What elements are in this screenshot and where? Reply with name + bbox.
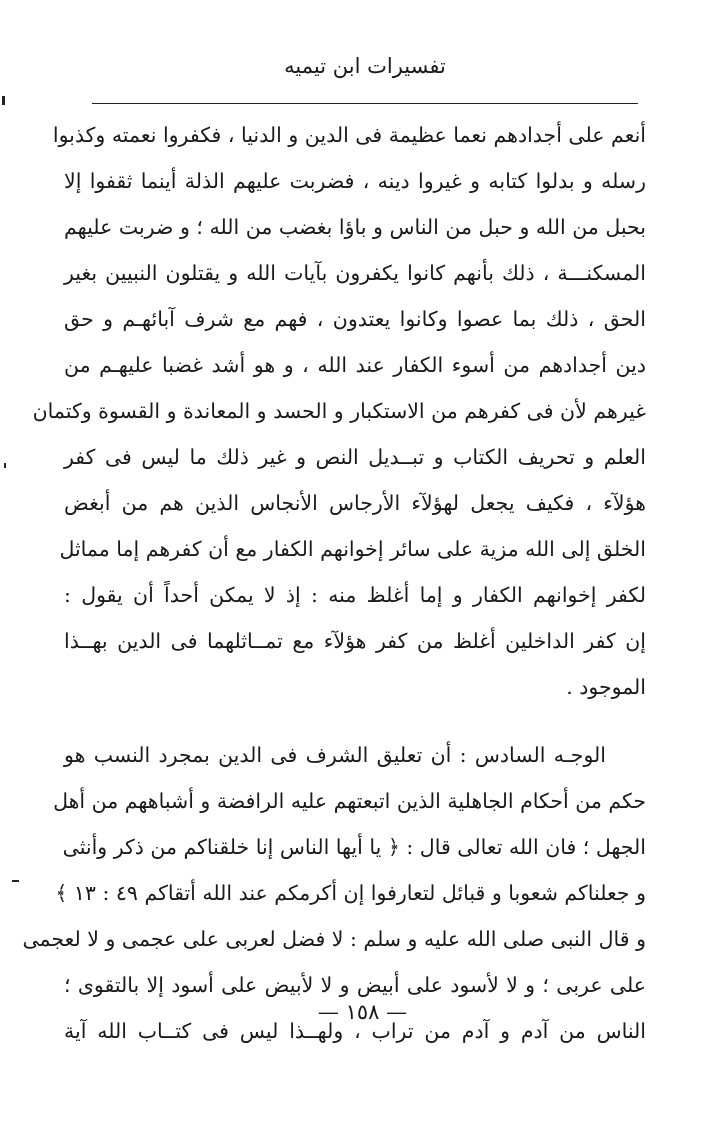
text-line: أنعم على أجدادهم نعما عظيمة فى الدين و الدنيا ، فكفروا نعمته وكذبوا [52, 123, 646, 147]
paragraph-gap [64, 710, 646, 732]
text-line: على عربى ؛ و لا لأسود على أبيض و لا لأبيض على أسود إلا بالتقوى ؛ [64, 973, 646, 997]
page-number: — ١٥٨ — [317, 1000, 408, 1024]
header-rule [92, 103, 638, 104]
text-line: دين أجدادهم من أسوء الكفار عند الله ، و هو أشد غضبا عليهـم من [64, 353, 646, 377]
text-line: غيرهم لأن فى كفرهم من الاستكبار و الحسد و المعاندة و القسوة وكتمان [32, 399, 646, 423]
text-line: العلم و تحريف الكتاب و تبــديل النص و غير ذلك ما ليس فى كفر [64, 445, 646, 469]
text-line: بحبل من الله و حبل من الناس و باؤا بغضب من الله ؛ و ضربت عليهم [64, 215, 646, 239]
scan-speck [4, 463, 6, 468]
text-line: لكفر إخوانهم الكفار و إما أغلظ منه : إذ لا يمكن أحداً أن يقول : [64, 583, 646, 607]
body-text [22, 112, 646, 1054]
text-line: هؤلآء ، فكيف يجعل لهؤلآء الأرجاس الأنجاس الذين هم من أبغض [64, 491, 646, 515]
text-line: الجهل ؛ فان الله تعالى قال : ﴿ يا أيها الناس إنا خلقناكم من ذكر وأنثى [62, 835, 646, 859]
text-line: الموجود . [566, 675, 646, 699]
text-line: الخلق إلى الله مزية على سائر إخوانهم الكفار مع أن كفرهم إما مماثل [59, 537, 646, 561]
scan-speck [12, 880, 19, 882]
scan-speck [2, 96, 5, 105]
running-header: تفسيرات ابن تيميه [284, 54, 446, 78]
text-line: الحق ، ذلك بما عصوا وكانوا يعتدون ، فهم مع شرف آبائهـم و حق [64, 307, 646, 331]
text-line: المسكنـــة ، ذلك بأنهم كانوا يكفرون بآيات الله و يقتلون النبيين بغير [64, 261, 646, 285]
text-line: و جعلناكم شعوبا و قبائل لتعارفوا إن أكرمكم عند الله أتقاكم ٤٩ : ١٣ ﴾ [55, 881, 646, 905]
text-line: الوجـه السادس : أن تعليق الشرف فى الدين بمجرد النسب هو [64, 743, 606, 767]
text-line: حكم من أحكام الجاهلية الذين اتبعتهم عليه الرافضة و أشباههم من أهل [53, 789, 646, 813]
text-line: و قال النبى صلى الله عليه و سلم : لا فضل لعربى على عجمى و لا لعجمى [22, 927, 646, 951]
text-line: الناس من آدم و آدم من تراب ، ولهــذا ليس فى كتــاب الله آية [64, 1019, 646, 1043]
text-line: إن كفر الداخلين أغلظ من كفر هؤلآء مع تمــاثلهما فى الدين بهــذا [64, 629, 646, 653]
text-line: رسله و بدلوا كتابه و غيروا دينه ، فضربت عليهم الذلة أينما ثقفوا إلا [64, 169, 646, 193]
